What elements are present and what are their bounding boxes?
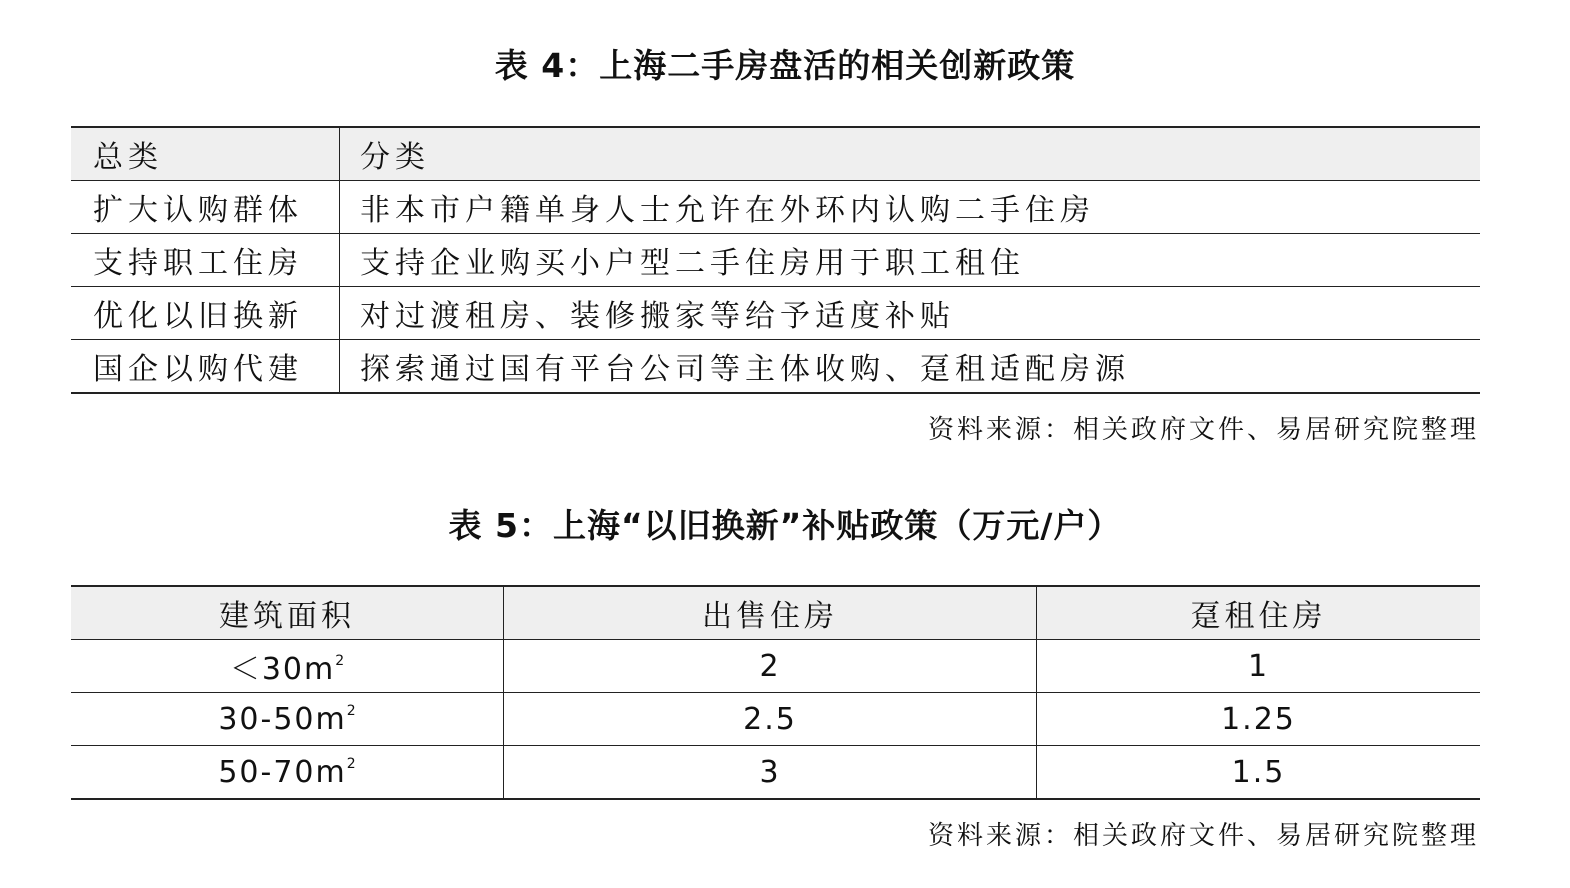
header-lease-housing: 趸租住房 [1037, 586, 1481, 640]
table-row [71, 181, 1480, 234]
header-subcategory: 分类 [340, 127, 1481, 181]
row-description: 非本市户籍单身人士允许在外环内认购二手住房 [340, 181, 1481, 234]
row-sale-subsidy: 2.5 [504, 693, 1037, 746]
area-value: ＜30m [229, 652, 336, 687]
row-category: 优化以旧换新 [71, 287, 340, 340]
area-unit-superscript: 2 [346, 755, 356, 772]
row-area [71, 640, 504, 693]
area-unit-superscript: 2 [335, 653, 345, 669]
row-description: 探索通过国有平台公司等主体收购、趸租适配房源 [360, 352, 1130, 387]
table5-caption: 表 5：上海“以旧换新”补贴政策（万元/户） [448, 506, 1122, 545]
area-value: 30-50m [218, 701, 347, 737]
row-lease-subsidy: 1.5 [1231, 754, 1286, 790]
row-category: 支持职工住房 [71, 234, 340, 287]
area-unit-superscript: 2 [346, 702, 356, 719]
table-header-row [71, 127, 1480, 181]
table4-source-note: 资料来源：相关政府文件、易居研究院整理 [927, 415, 1479, 445]
row-category: 国企以购代建 [71, 340, 340, 394]
area-value: 50-70m [218, 754, 347, 790]
row-category: 扩大认购群体 [71, 181, 340, 234]
row-lease-subsidy: 1 [1037, 640, 1481, 693]
header-building-area: 建筑面积 [71, 586, 504, 640]
table-row [71, 693, 1480, 746]
table-row [71, 746, 1480, 800]
header-category: 总类 [71, 127, 340, 181]
table-header-row [71, 586, 1480, 640]
table-row [71, 287, 1480, 340]
row-description: 对过渡租房、装修搬家等给予适度补贴 [340, 287, 1481, 340]
row-sale-subsidy: 3 [504, 746, 1037, 800]
policy-table [71, 126, 1480, 394]
row-area [71, 693, 504, 746]
subsidy-table [71, 585, 1480, 800]
table-row [71, 640, 1480, 693]
row-lease-subsidy: 1.25 [1037, 693, 1481, 746]
table-row [71, 340, 1480, 394]
row-description: 支持企业购买小户型二手住房用于职工租住 [340, 234, 1481, 287]
table5-source-note: 资料来源：相关政府文件、易居研究院整理 [927, 821, 1479, 851]
row-area [71, 746, 504, 800]
table4-caption: 表 4：上海二手房盘活的相关创新政策 [494, 46, 1076, 85]
row-sale-subsidy: 2 [504, 640, 1037, 693]
header-sale-housing: 出售住房 [504, 586, 1037, 640]
table-row [71, 234, 1480, 287]
